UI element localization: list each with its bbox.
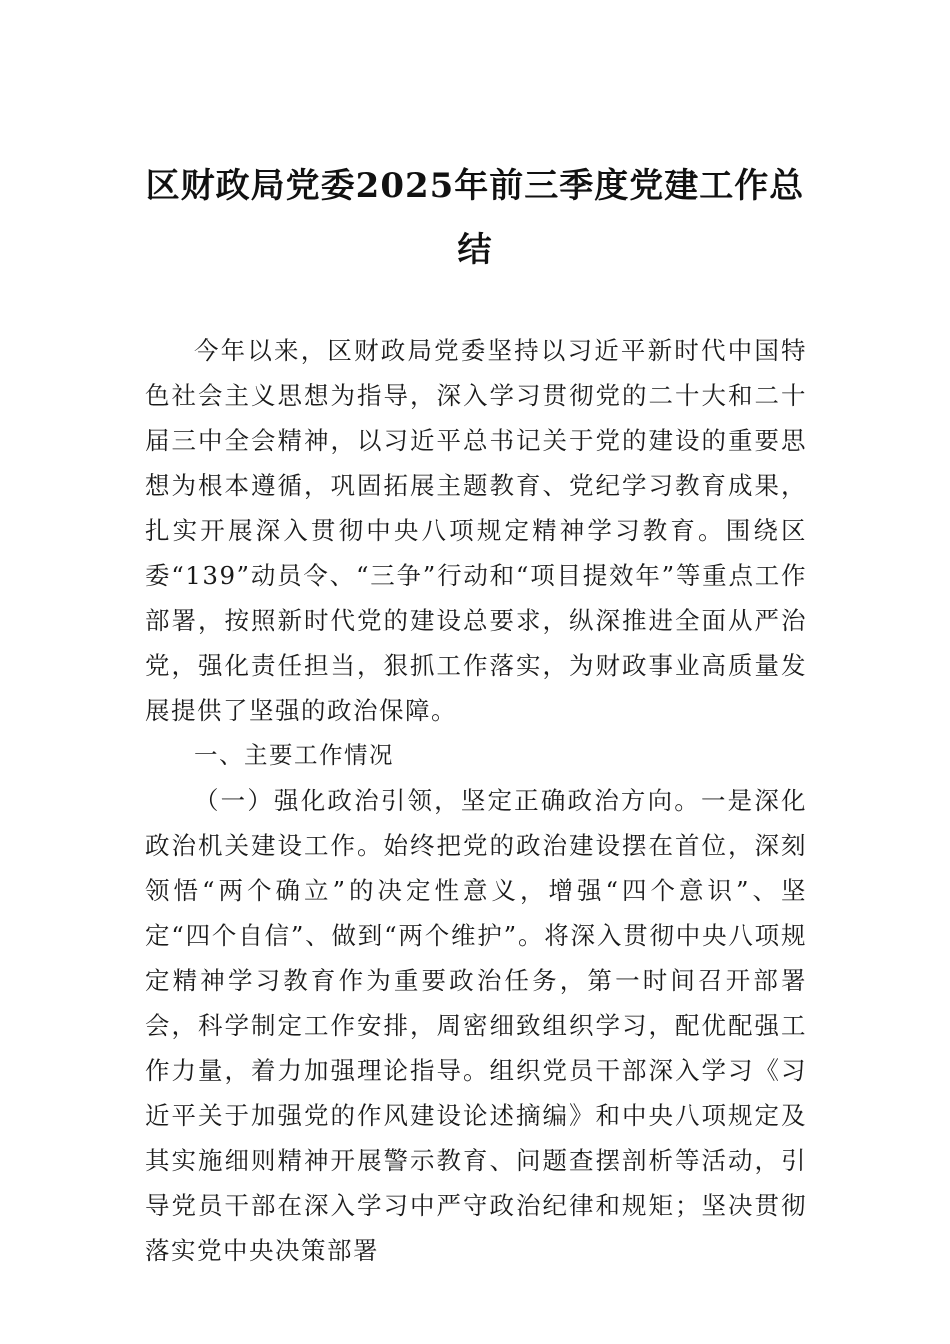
document-title: 区财政局党委2025年前三季度党建工作总结 xyxy=(145,166,805,270)
document-body xyxy=(145,328,807,1273)
section-heading: 一、主要工作情况 xyxy=(194,741,394,769)
subsection-paragraph xyxy=(145,778,807,1273)
subsection-text: 一是深化政治机关建设工作。始终把党的政治建设摆在首位，深刻领悟“两个确立”的决定性意义，增强“四个意识”、坚定“四个自信”、做到“两个维护”。将深入贯彻中央八项规定精神学习教育作为重要政治任务，第一时间召开部署会，科学制定工作安排，周密细致组织学习，配优配强工作力量，着力加强理论指导。组织党员干部深入学习《习近平关于加强党的作风建设论述摘编》和中央八项规定及其实施细则精神开展警示教育、问题查摆剖析等活动，引导党员干部在深入学习中严守政治纪律和规矩；坚决贯彻落实党中央决策部署 xyxy=(145,786,807,1265)
intro-paragraph: 今年以来，区财政局党委坚持以习近平新时代中国特色社会主义思想为指导，深入学习贯彻党的二十大和二十届三中全会精神，以习近平总书记关于党的建设的重要思想为根本遵循，巩固拓展主题教育、党纪学习教育成果，扎实开展深入贯彻中央八项规定精神学习教育。围绕区委“139”动员令、“三争”行动和“项目提效年”等重点工作部署，按照新时代党的建设总要求，纵深推进全面从严治党，强化责任担当，狠抓工作落实，为财政事业高质量发展提供了坚强的政治保障。 xyxy=(145,336,807,725)
subsection-heading: （一）强化政治引领，坚定正确政治方向。 xyxy=(194,786,701,815)
